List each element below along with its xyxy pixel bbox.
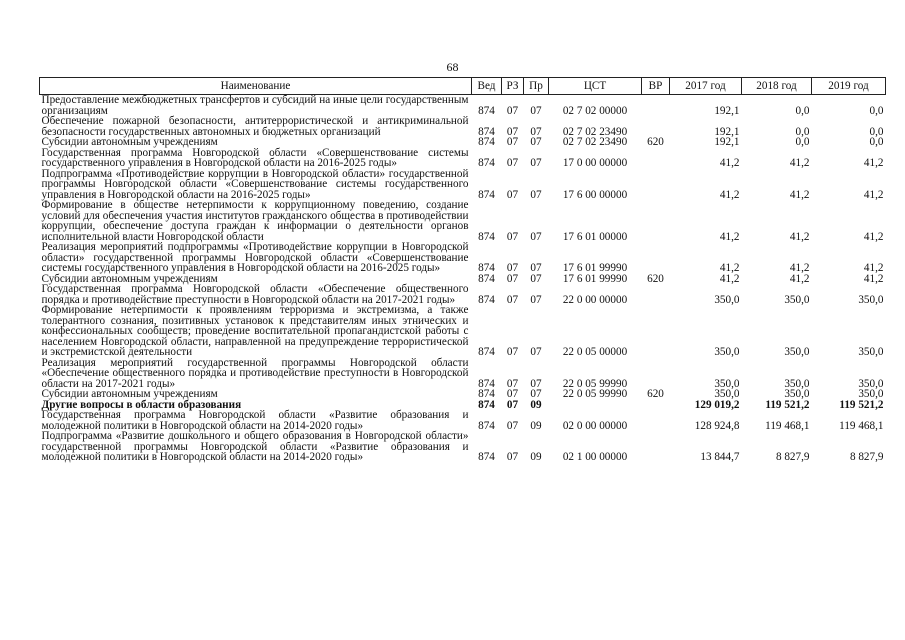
cell-rz: 07	[506, 419, 519, 432]
cell-cst: 02 7 02 00000	[562, 104, 628, 117]
cell-pr: 07	[530, 377, 542, 390]
cell-ved: 874	[478, 230, 495, 243]
cell-pr: 07	[530, 157, 542, 169]
col-header-pr: Пр	[524, 78, 549, 95]
cell-name: Обеспечение пожарной безопасности, антитеррористической и антикриминальной безопасности государственных автономных и бюджетных организаций	[41, 115, 469, 138]
cell-cst: 17 6 01 99990	[562, 262, 628, 274]
col-header-cst: ЦСТ	[549, 78, 642, 95]
cell-pr: 07	[530, 188, 542, 201]
cell-vr	[642, 242, 670, 274]
col-header-2019: 2019 год	[812, 78, 886, 95]
cell-2017: 350,0	[714, 346, 740, 358]
cell-pr: 09	[530, 419, 542, 432]
cell-vr	[642, 148, 670, 169]
cell-cst: 02 0 00 00000	[562, 419, 628, 432]
cell-rz: 07	[506, 262, 519, 274]
cell-2019: 119 521,2	[839, 398, 884, 411]
cell-2019: 41,2	[863, 262, 884, 274]
cell-cst: 17 6 01 00000	[562, 230, 628, 243]
cell-ved: 874	[478, 188, 495, 201]
cell-2018: 119 468,1	[765, 419, 810, 432]
cell-vr	[642, 116, 670, 137]
cell-rz: 07	[506, 125, 519, 138]
cell-pr: 07	[530, 388, 542, 400]
cell-cst: 17 6 01 99990	[562, 272, 628, 285]
cell-ved: 874	[478, 125, 495, 138]
cell-pr: 07	[530, 125, 542, 138]
cell-pr: 09	[530, 451, 542, 463]
cell-name: Субсидии автономным учреждениям	[41, 136, 218, 148]
cell-2018: 0,0	[795, 104, 810, 117]
cell-2017: 41,2	[719, 157, 740, 169]
cell-2018: 119 521,2	[765, 398, 810, 411]
cell-2018: 41,2	[789, 157, 810, 169]
cell-cst: 22 0 00 00000	[562, 293, 628, 306]
cell-rz: 07	[506, 293, 519, 306]
col-header-2017: 2017 год	[670, 78, 742, 95]
cell-2017: 350,0	[714, 377, 740, 390]
cell-name: Реализация мероприятий подпрограммы «Противодействие коррупции в Новгородской области» государственной программы Новгородской области «Совершенствование системы государственного управления в Новгородской области на 2016-2025 годы»	[41, 241, 469, 274]
table-row	[40, 431, 886, 463]
cell-name: Подпрограмма «Противодействие коррупции в Новгородской области» государственной программы Новгородской области «Совершенствование системы государственного управления в Новгородской области на 2016-2025 годы»	[41, 167, 469, 201]
col-header-vr: ВР	[642, 78, 670, 95]
page-number: 68	[446, 60, 459, 74]
table-row	[40, 95, 886, 117]
cell-pr: 07	[530, 293, 542, 306]
cell-ved: 874	[478, 262, 495, 274]
table-row	[40, 358, 886, 390]
cell-pr: 07	[530, 346, 542, 358]
cell-2019: 0,0	[869, 125, 884, 138]
cell-rz: 07	[506, 272, 519, 285]
cell-2017: 41,2	[719, 230, 740, 243]
cell-rz: 07	[506, 451, 519, 463]
table-row	[40, 242, 886, 274]
cell-2019: 41,2	[863, 157, 884, 169]
cell-2019: 350,0	[858, 388, 884, 400]
cell-2019: 0,0	[869, 104, 884, 117]
cell-2017: 41,2	[719, 262, 740, 274]
cell-ved: 874	[478, 272, 495, 285]
cell-ved: 874	[478, 136, 495, 148]
cell-vr: 620	[647, 136, 664, 148]
cell-ved: 874	[478, 451, 495, 463]
cell-2018: 350,0	[784, 388, 810, 400]
table-row	[40, 137, 886, 148]
cell-name: Формирование нетерпимости к проявлениям терроризма и экстремизма, а также толерантного сознания, позитивных установок к представителям иных этнических и конфессиональных сообществ; проведение воспитательной пропагандистской работы с населением Новгородской области, направленной на предупреждение террористической и экстремистской деятельности	[41, 304, 469, 358]
cell-2017: 192,1	[714, 125, 740, 138]
cell-rz: 07	[506, 388, 519, 400]
cell-cst: 02 1 00 00000	[562, 451, 628, 463]
table-row	[40, 200, 886, 242]
table-row	[40, 410, 886, 431]
cell-name: Предоставление межбюджетных трансфертов и субсидий на иные цели государственным организациям	[41, 94, 469, 117]
cell-pr: 07	[530, 136, 542, 148]
cell-name: Субсидии автономным учреждениям	[41, 388, 218, 400]
cell-rz: 07	[506, 230, 519, 243]
cell-vr	[642, 305, 670, 358]
cell-name: Реализация мероприятий государственной программы Новгородской области «Обеспечение общественного порядка и противодействие преступности в Новгородской области на 2017-2021 годы»	[41, 356, 469, 390]
cell-vr	[642, 358, 670, 390]
cell-ved: 874	[478, 388, 495, 400]
cell-ved: 874	[478, 419, 495, 432]
cell-rz: 07	[506, 104, 519, 117]
cell-pr: 07	[530, 104, 542, 117]
cell-rz: 07	[506, 398, 519, 411]
cell-cst: 22 0 05 99990	[562, 388, 628, 400]
cell-vr: 620	[647, 272, 664, 285]
col-header-name: Наименование	[40, 78, 472, 95]
cell-vr	[642, 200, 670, 242]
col-header-ved: Вед	[472, 78, 502, 95]
cell-pr: 07	[530, 230, 542, 243]
table-header-row	[40, 78, 886, 95]
cell-name: Субсидии автономным учреждениям	[41, 272, 218, 285]
cell-cst: 17 6 00 00000	[562, 188, 628, 201]
cell-name: Формирование в обществе нетерпимости к коррупционному поведению, создание условий для обеспечения участия институтов гражданского общества в противодействии коррупции, обеспечение доступа граждан к информации о деятельности органов исполнительной власти Новгородской области	[41, 199, 469, 243]
cell-cst: 17 0 00 00000	[562, 157, 628, 169]
cell-2018: 0,0	[795, 125, 810, 138]
cell-rz: 07	[506, 136, 519, 148]
cell-2017: 13 844,7	[700, 451, 740, 463]
cell-2019: 350,0	[858, 293, 884, 306]
cell-2018: 350,0	[784, 293, 810, 306]
cell-vr	[642, 431, 670, 463]
cell-ved: 874	[478, 377, 495, 390]
table-row	[40, 305, 886, 358]
cell-vr	[642, 284, 670, 305]
cell-name: Государственная программа Новгородской области «Обеспечение общественного порядка и противодействие преступности в Новгородской области на 2017-2021 годы»	[41, 283, 469, 306]
cell-ved: 874	[478, 398, 495, 411]
cell-2019: 350,0	[858, 377, 884, 390]
cell-vr	[642, 169, 670, 201]
cell-cst: 22 0 05 99990	[562, 377, 628, 390]
cell-2017: 350,0	[714, 388, 740, 400]
cell-name: Государственная программа Новгородской области «Совершенствование системы государственного управления в Новгородской области на 2016-2025 годы»	[41, 146, 469, 169]
cell-2017: 350,0	[714, 293, 740, 306]
cell-cst: 02 7 02 23490	[562, 125, 628, 138]
cell-ved: 874	[478, 157, 495, 169]
budget-table	[39, 77, 886, 463]
cell-2018: 350,0	[784, 377, 810, 390]
cell-2018: 41,2	[789, 230, 810, 243]
cell-name: Государственная программа Новгородской области «Развитие образования и молодежной политики в Новгородской области на 2014-2020 годы»	[41, 409, 469, 432]
cell-2019: 41,2	[863, 272, 884, 285]
cell-name: Другие вопросы в области образования	[41, 398, 242, 411]
table-row	[40, 284, 886, 305]
cell-vr: 620	[647, 388, 664, 400]
cell-2017: 192,1	[714, 136, 740, 148]
cell-rz: 07	[506, 346, 519, 358]
cell-2017: 129 019,2	[694, 398, 740, 411]
cell-2019: 41,2	[863, 188, 884, 201]
cell-vr	[642, 400, 670, 411]
col-header-2018: 2018 год	[742, 78, 812, 95]
cell-2019: 8 827,9	[849, 451, 884, 463]
cell-cst: 02 7 02 23490	[562, 136, 628, 148]
table-row	[40, 169, 886, 201]
cell-ved: 874	[478, 104, 495, 117]
cell-2018: 41,2	[789, 188, 810, 201]
cell-cst: 22 0 05 00000	[562, 346, 628, 358]
cell-ved: 874	[478, 293, 495, 306]
cell-2017: 41,2	[719, 272, 740, 285]
table-row	[40, 148, 886, 169]
cell-2019: 0,0	[869, 136, 884, 148]
cell-pr: 07	[530, 262, 542, 274]
cell-2018: 8 827,9	[775, 451, 810, 463]
cell-2019: 350,0	[858, 346, 884, 358]
cell-name: Подпрограмма «Развитие дошкольного и общего образования в Новгородской области» государственной программы Новгородской области «Развитие образования и молодежной политики в Новгородской области на 2014-2020 годы»	[41, 430, 469, 463]
cell-rz: 07	[506, 188, 519, 201]
cell-2018: 41,2	[789, 262, 810, 274]
cell-2017: 41,2	[719, 188, 740, 201]
cell-rz: 07	[506, 157, 519, 169]
table-row	[40, 116, 886, 137]
cell-vr	[642, 410, 670, 431]
cell-pr: 09	[530, 398, 542, 411]
cell-2019: 119 468,1	[839, 419, 884, 432]
cell-2018: 350,0	[784, 346, 810, 358]
cell-2018: 0,0	[795, 136, 810, 148]
cell-2019: 41,2	[863, 230, 884, 243]
cell-ved: 874	[478, 346, 495, 358]
cell-2017: 192,1	[714, 104, 740, 117]
cell-2018: 41,2	[789, 272, 810, 285]
table-row	[40, 389, 886, 400]
cell-vr	[642, 95, 670, 117]
cell-pr: 07	[530, 272, 542, 285]
cell-cst	[549, 400, 642, 411]
cell-rz: 07	[506, 377, 519, 390]
col-header-rz: РЗ	[502, 78, 524, 95]
cell-2017: 128 924,8	[694, 419, 740, 432]
